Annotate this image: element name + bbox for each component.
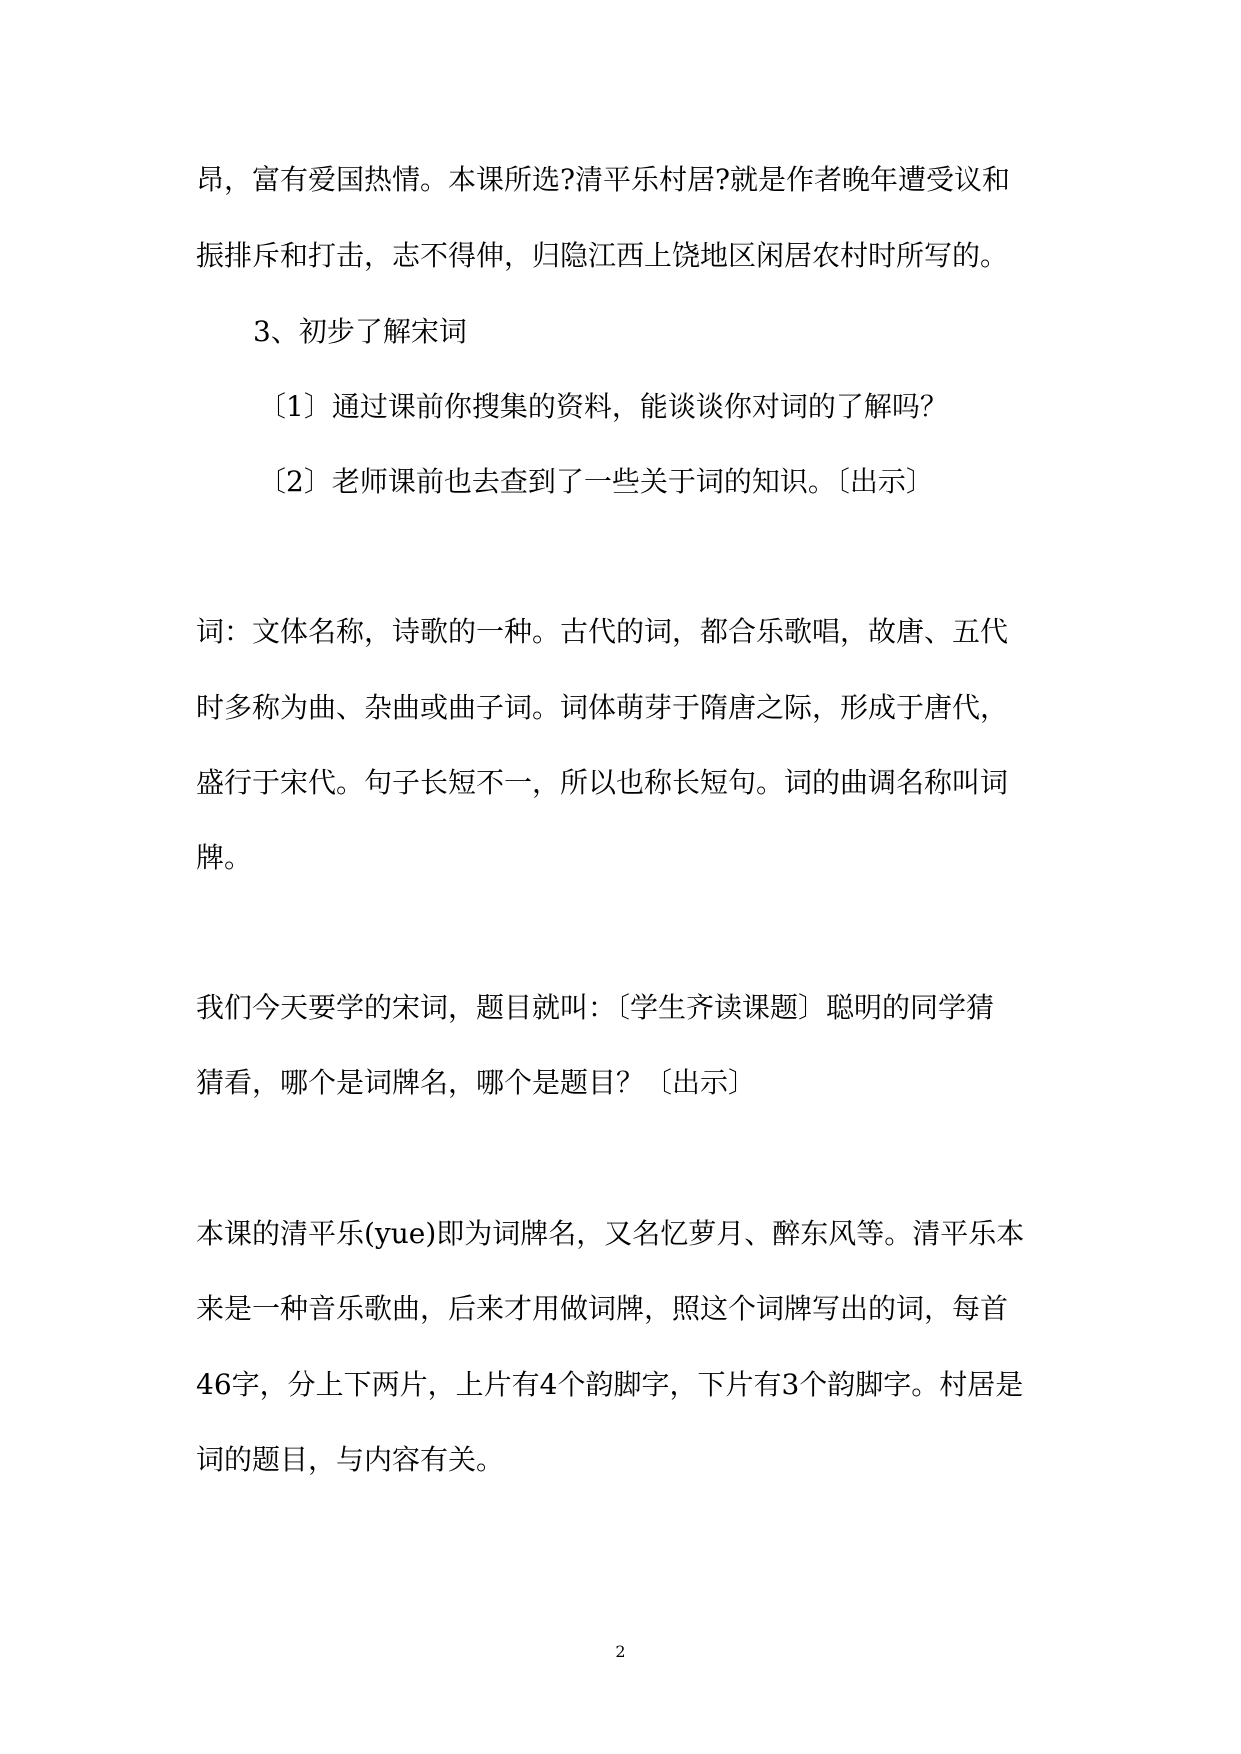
text-line: 猜看，哪个是词牌名，哪个是题目？〔出示〕 — [196, 1066, 757, 1099]
section-heading: 3、初步了解宋词 — [253, 315, 467, 348]
text-line: 牌。 — [196, 841, 253, 874]
page-number: 2 — [615, 1642, 626, 1661]
text-line: 来是一种音乐歌曲，后来才用做词牌，照这个词牌写出的词，每首 — [196, 1292, 1009, 1325]
text-line: 振排斥和打击，志不得伸，归隐江西上饶地区闲居农村时所写的。 — [196, 239, 1009, 272]
text-line: 时多称为曲、杂曲或曲子词。词体萌芽于隋唐之际，形成于唐代， — [196, 691, 1009, 724]
text-line: 46字，分上下两片，上片有4个韵脚字，下片有3个韵脚字。村居是 — [196, 1368, 1024, 1401]
text-line: 盛行于宋代。句子长短不一，所以也称长短句。词的曲调名称叫词 — [196, 766, 1009, 799]
text-line: 我们今天要学的宋词，题目就叫：〔学生齐读课题〕聪明的同学猜 — [196, 991, 995, 1024]
text-line: 词的题目，与内容有关。 — [196, 1443, 505, 1476]
question-1: 〔1〕通过课前你搜集的资料，能谈谈你对词的了解吗？ — [258, 390, 948, 423]
text-line: 昂，富有爱国热情。本课所选?清平乐村居?就是作者晚年遭受议和 — [196, 163, 1011, 196]
text-line: 词：文体名称，诗歌的一种。古代的词，都合乐歌唱，故唐、五代 — [196, 615, 1009, 648]
question-2: 〔2〕老师课前也去查到了一些关于词的知识。〔出示〕 — [258, 465, 934, 498]
text-line: 本课的清平乐(yue)即为词牌名，又名忆萝月、醉东风等。清平乐本 — [196, 1217, 1025, 1250]
